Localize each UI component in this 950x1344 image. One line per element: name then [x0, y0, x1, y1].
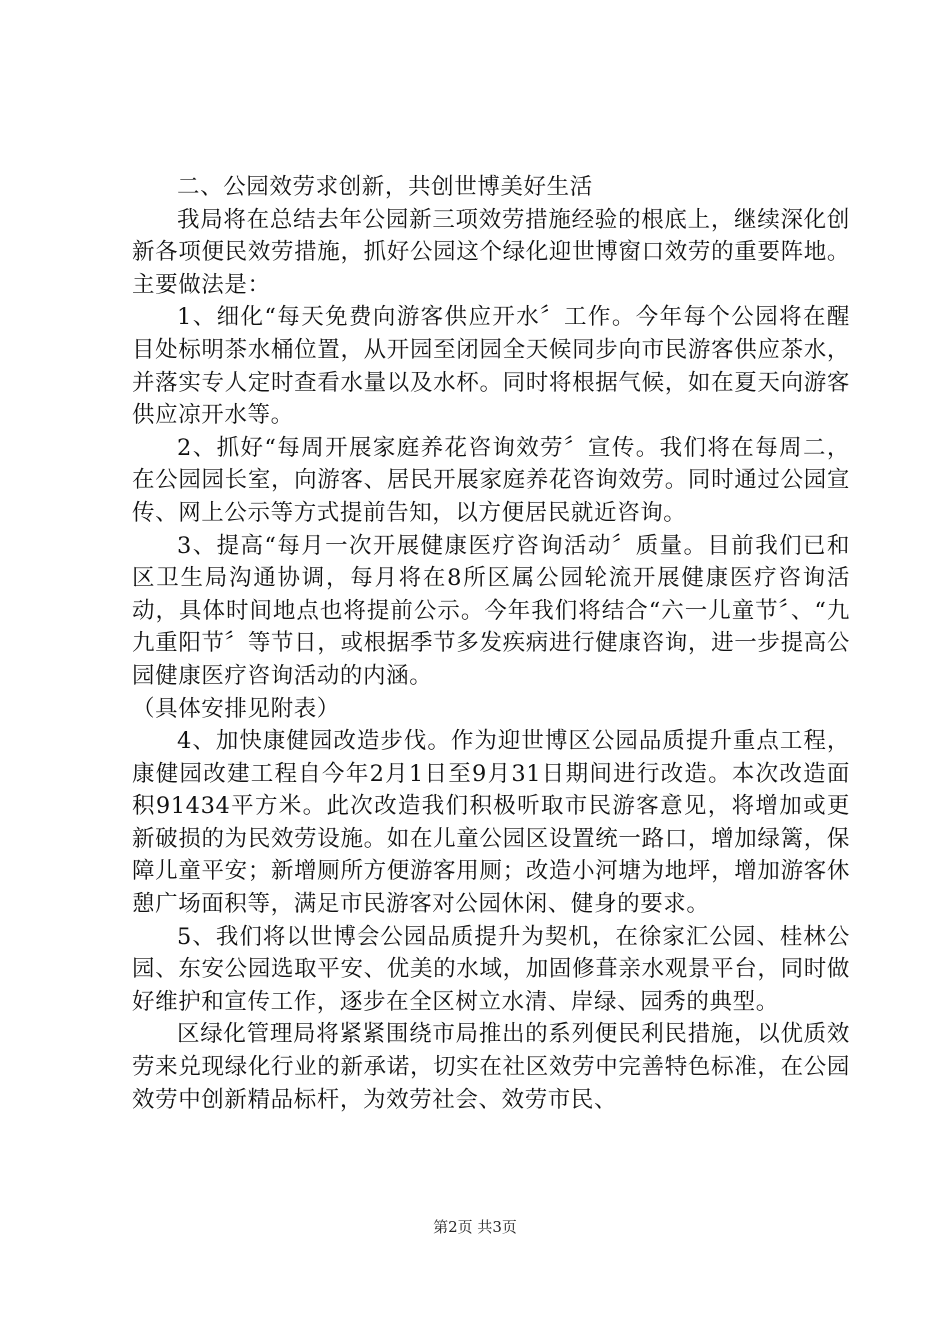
paragraph-note: （具体安排见附表）	[132, 695, 340, 722]
paragraph-closing: 区绿化管理局将紧紧围绕市局推出的系列便民利民措施，以优质效劳来兑现绿化行业的新承诺，切实在社区效劳中完善特色标准，在公园效劳中创新精品标杆，为效劳社会、效劳市民、	[132, 1021, 850, 1113]
page-footer: 第2页 共3页	[433, 1218, 517, 1236]
paragraph-item-2: 2、抓好“每周开展家庭养花咨询效劳〞宣传。我们将在每周二，在公园园长室，向游客、居民开展家庭养花咨询效劳。同时通过公园宣传、网上公示等方式提前告知，以方便居民就近咨询。	[132, 434, 850, 526]
paragraph-item-5: 5、我们将以世博会公园品质提升为契机，在徐家汇公园、桂林公园、东安公园选取平安、优美的水域，加固修葺亲水观景平台，同时做好维护和宣传工作，逐步在全区树立水清、岸绿、园秀的典型。	[132, 923, 850, 1015]
paragraph-item-4: 4、加快康健园改造步伐。作为迎世博区公园品质提升重点工程，康健园改建工程自今年2月1日至9月31日期间进行改造。本次改造面积91434平方米。此次改造我们积极听取市民游客意见，将增加或更新破损的为民效劳设施。如在儿童公园区设置统一路口，增加绿篱，保障儿童平安；新增厕所方便游客用厕；改造小河塘为地坪，增加游客休憩广场面积等，满足市民游客对公园休闲、健身的要求。	[132, 728, 850, 918]
paragraph-intro: 我局将在总结去年公园新三项效劳措施经验的根底上，继续深化创新各项便民效劳措施，抓好公园这个绿化迎世博窗口效劳的重要阵地。主要做法是：	[132, 206, 850, 298]
document-body	[132, 171, 850, 1116]
paragraph-item-3: 3、提高“每月一次开展健康医疗咨询活动〞质量。目前我们已和区卫生局沟通协调，每月将在8所区属公园轮流开展健康医疗咨询活动，具体时间地点也将提前公示。今年我们将结合“六一儿童节〞、“九九重阳节〞等节日，或根据季节多发疾病进行健康咨询，进一步提高公园健康医疗咨询活动的内涵。	[132, 532, 850, 689]
paragraph-item-1: 1、细化“每天免费向游客供应开水〞工作。今年每个公园将在醒目处标明茶水桶位置，从开园至闭园全天候同步向市民游客供应茶水，并落实专人定时查看水量以及水杯。同时将根据气候，如在夏天向游客供应凉开水等。	[132, 304, 850, 429]
section-heading: 二、公园效劳求创新，共创世博美好生活	[177, 174, 593, 200]
